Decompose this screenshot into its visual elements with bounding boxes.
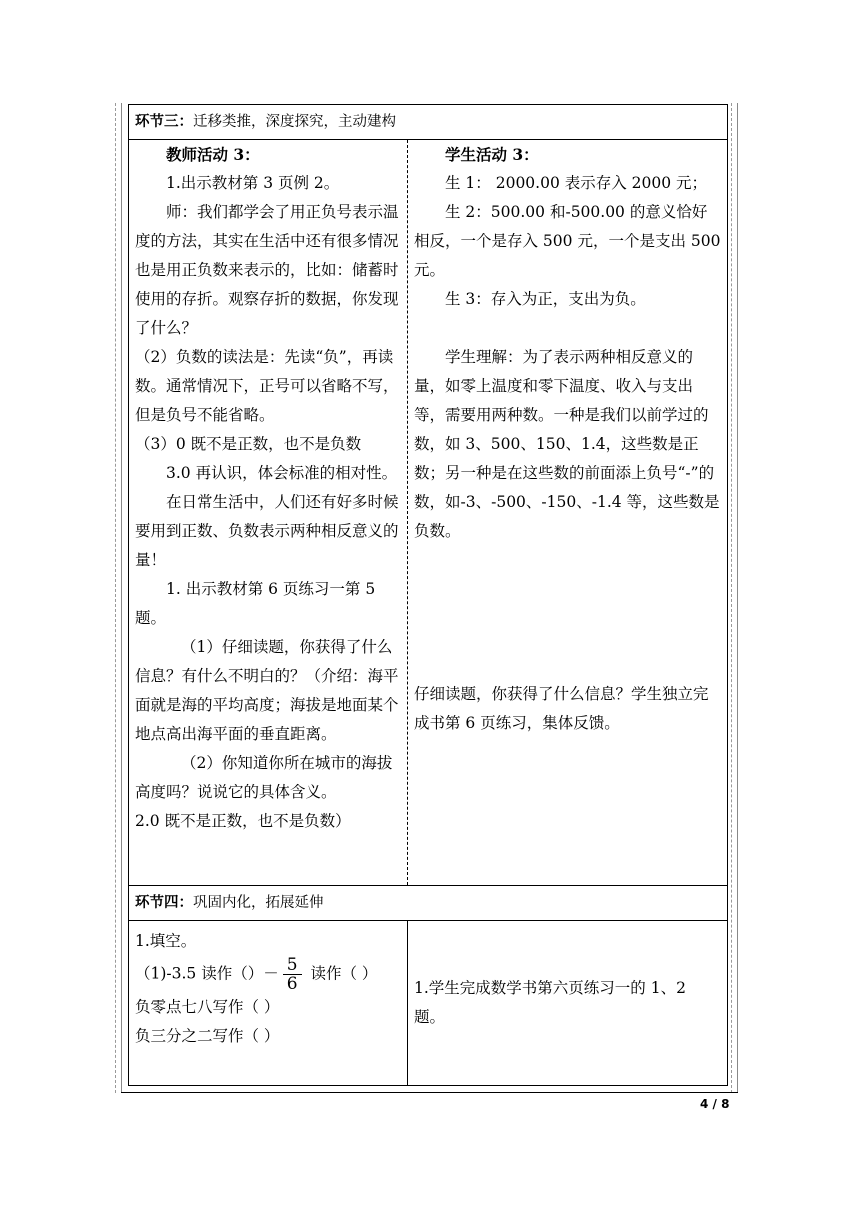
section3-label: 环节三： bbox=[135, 113, 193, 130]
section3-content-row bbox=[129, 140, 728, 886]
teacher-paragraph: 在日常生活中，人们还有好多时候要用到正数、负数表示两种相反意义的量！ bbox=[135, 493, 399, 569]
teacher-paragraph: （2）你知道你所在城市的海拔高度吗？说说它的具体含义。 bbox=[135, 754, 393, 801]
student-paragraph: 1.学生完成数学书第六页练习一的 1、2 题。 bbox=[414, 979, 686, 1026]
teacher-paragraph: （2）负数的读法是：先读“负”，再读数。通常情况下，正号可以省略不写，但是负号不能省略。 bbox=[135, 348, 399, 424]
page-bottom-rule bbox=[121, 1092, 738, 1093]
student-paragraph: 生 1： 2000.00 表示存入 2000 元； bbox=[445, 174, 708, 192]
section4-header bbox=[129, 886, 728, 921]
teacher-paragraph: 1. 出示教材第 6 页练习一第 5 题。 bbox=[135, 580, 376, 627]
teacher-paragraph: 师：我们都学会了用正负号表示温度的方法，其实在生活中还有很多情况也是用正负数来表示的，比如：储蓄时使用的存折。观察存折的数据，你发现了什么？ bbox=[135, 203, 399, 337]
section4-header-row bbox=[129, 886, 728, 921]
section4-label: 环节四： bbox=[135, 894, 193, 911]
section4-exercise bbox=[129, 921, 408, 1086]
student-paragraph: 生 3：存入为正，支出为负。 bbox=[445, 290, 646, 308]
margin-guide-left bbox=[115, 103, 116, 1093]
teacher-paragraph: 3.0 再认识，体会标准的相对性。 bbox=[166, 464, 398, 482]
teacher-paragraph: （3）0 既不是正数，也不是负数 bbox=[135, 435, 362, 453]
student-paragraph: 生 2：500.00 和-500.00 的意义恰好相反，一个是存入 500 元，一个是支出 500 元。 bbox=[414, 203, 721, 279]
exercise-title: 1.填空。 bbox=[135, 932, 197, 950]
margin-guide-right bbox=[731, 103, 732, 1093]
student-paragraph: 学生理解：为了表示两种相反意义的量，如零上温度和零下温度、收入与支出等，需要用两种数。一种是我们以前学过的数，如 3、500、150、1.4，这些数是正数；另一种是在这些数的前面添上负号“-”的数，如-3、-500、-150、-1.4 等，这些数是负数。 bbox=[414, 348, 720, 540]
exercise-item-text: 读作（ ） bbox=[305, 964, 378, 983]
student-paragraph: 仔细读题，你获得了什么信息？学生独立完成书第 6 页练习，集体反馈。 bbox=[414, 685, 709, 732]
section4-content-row bbox=[129, 921, 728, 1086]
page-number: 4 / 8 bbox=[700, 1097, 730, 1111]
lesson-table bbox=[128, 104, 728, 1086]
section4-title: 巩固内化，拓展延伸 bbox=[193, 894, 324, 911]
teacher-paragraph: 2.0 既不是正数，也不是负数） bbox=[135, 812, 351, 830]
fraction-denominator: 6 bbox=[286, 974, 298, 994]
exercise-item bbox=[135, 956, 401, 993]
section3-title: 迁移类推，深度探究，主动建构 bbox=[193, 113, 396, 130]
student-activity-heading: 学生活动 3： bbox=[445, 145, 539, 164]
fraction-numerator: 5 bbox=[283, 956, 302, 975]
exercise-item: 负三分之二写作（ ） bbox=[135, 1027, 280, 1045]
student-activity-3 bbox=[408, 140, 728, 886]
teacher-paragraph: 1.出示教材第 3 页例 2。 bbox=[166, 174, 340, 192]
teacher-activity-3 bbox=[129, 140, 408, 886]
fraction bbox=[283, 956, 302, 993]
teacher-paragraph: （1）仔细读题，你获得了什么信息？有什么不明白的？（介绍：海平面就是海的平均高度；海拔是地面某个地点高出海平面的垂直距离。 bbox=[135, 638, 399, 743]
exercise-item-text: （1)-3.5 读作（）－ bbox=[135, 964, 279, 983]
teacher-activity-heading: 教师活动 3： bbox=[166, 145, 260, 164]
section3-header-row bbox=[129, 105, 728, 140]
exercise-item: 负零点七八写作（ ） bbox=[135, 998, 280, 1016]
section3-header bbox=[129, 105, 728, 140]
section4-student bbox=[408, 921, 728, 1086]
